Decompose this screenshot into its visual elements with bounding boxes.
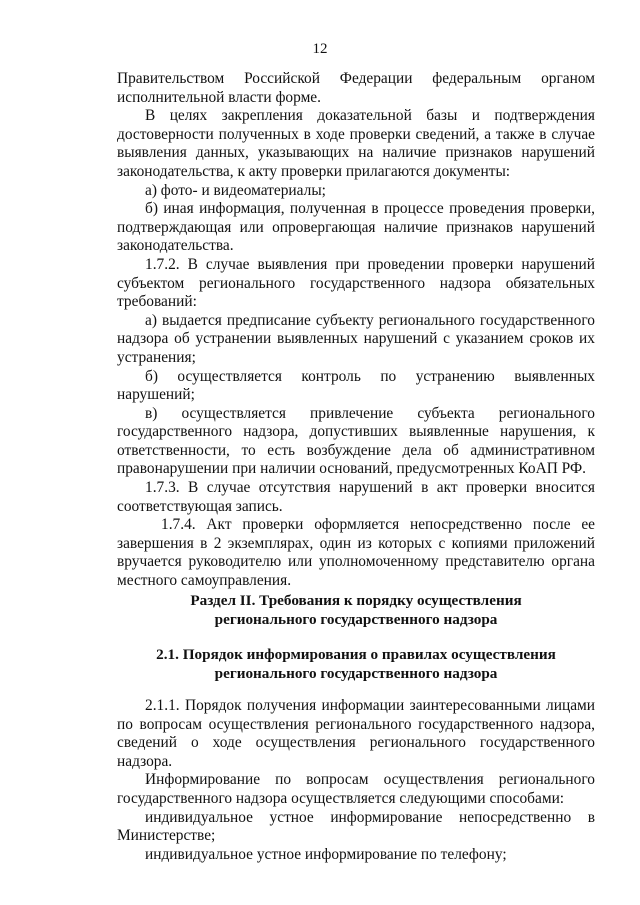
paragraph: б) иная информация, полученная в процессе проведения проверки, подтверждающая или опровергающая наличие признаков нарушений законодательства. xyxy=(117,200,595,255)
paragraph: в) осуществляется привлечение субъекта регионального государственного надзора, допустивших выявленные нарушения, к ответственности, то есть возбуждение дела об административном правонарушении при наличии оснований, предусмотренных КоАП РФ. xyxy=(117,404,595,478)
paragraph: индивидуальное устное информирование по телефону; xyxy=(145,845,507,863)
paragraph: 1.7.3. В случае отсутствия нарушений в акт проверки вносится соответствующая запись. xyxy=(117,479,595,515)
paragraph: 1.7.4. Акт проверки оформляется непосредственно после ее завершения в 2 экземплярах, один из которых с копиями приложений вручается руководителю или уполномоченному представителю органа местного самоуправления. xyxy=(117,516,595,590)
subsection-heading-line-2: регионального государственного надзора xyxy=(214,665,498,682)
section-heading-line-2: регионального государственного надзора xyxy=(214,611,498,628)
paragraph: 2.1.1. Порядок получения информации заинтересованными лицами по вопросам осуществления регионального государственного надзора, сведений о ходе осуществления регионального государственного надзора. xyxy=(117,697,595,770)
paragraph: индивидуальное устное информирование непосредственно в Министерстве; xyxy=(117,808,595,845)
paragraph: Информирование по вопросам осуществления регионального государственного надзора осуществляется следующими способами: xyxy=(117,771,595,807)
paragraph: б) осуществляется контроль по устранению выявленных нарушений; xyxy=(117,367,595,404)
body-block-1 xyxy=(117,70,595,591)
page-number: 12 xyxy=(312,41,328,57)
paragraph: 1.7.2. В случае выявления при проведении проверки нарушений субъектом регионального государственного надзора обязательных требований: xyxy=(117,255,595,311)
section-heading-line-1: Раздел II. Требования к порядку осуществления xyxy=(190,592,522,609)
body-block-2 xyxy=(117,697,595,864)
paragraph: а) фото- и видеоматериалы; xyxy=(145,181,326,199)
paragraph: В целях закрепления доказательной базы и подтверждения достоверности полученных в ходе проверки сведений, а также в случае выявления данных, указывающих на наличие признаков нарушений законодательства, к акту проверки прилагаются документы: xyxy=(117,107,595,180)
paragraph: а) выдается предписание субъекту регионального государственного надзора об устранении выявленных нарушений с указанием сроков их устранения; xyxy=(117,311,595,366)
paragraph: Правительством Российской Федерации федеральным органом исполнительной власти форме. xyxy=(117,70,595,106)
subsection-heading-line-1: 2.1. Порядок информирования о правилах осуществления xyxy=(156,646,556,663)
